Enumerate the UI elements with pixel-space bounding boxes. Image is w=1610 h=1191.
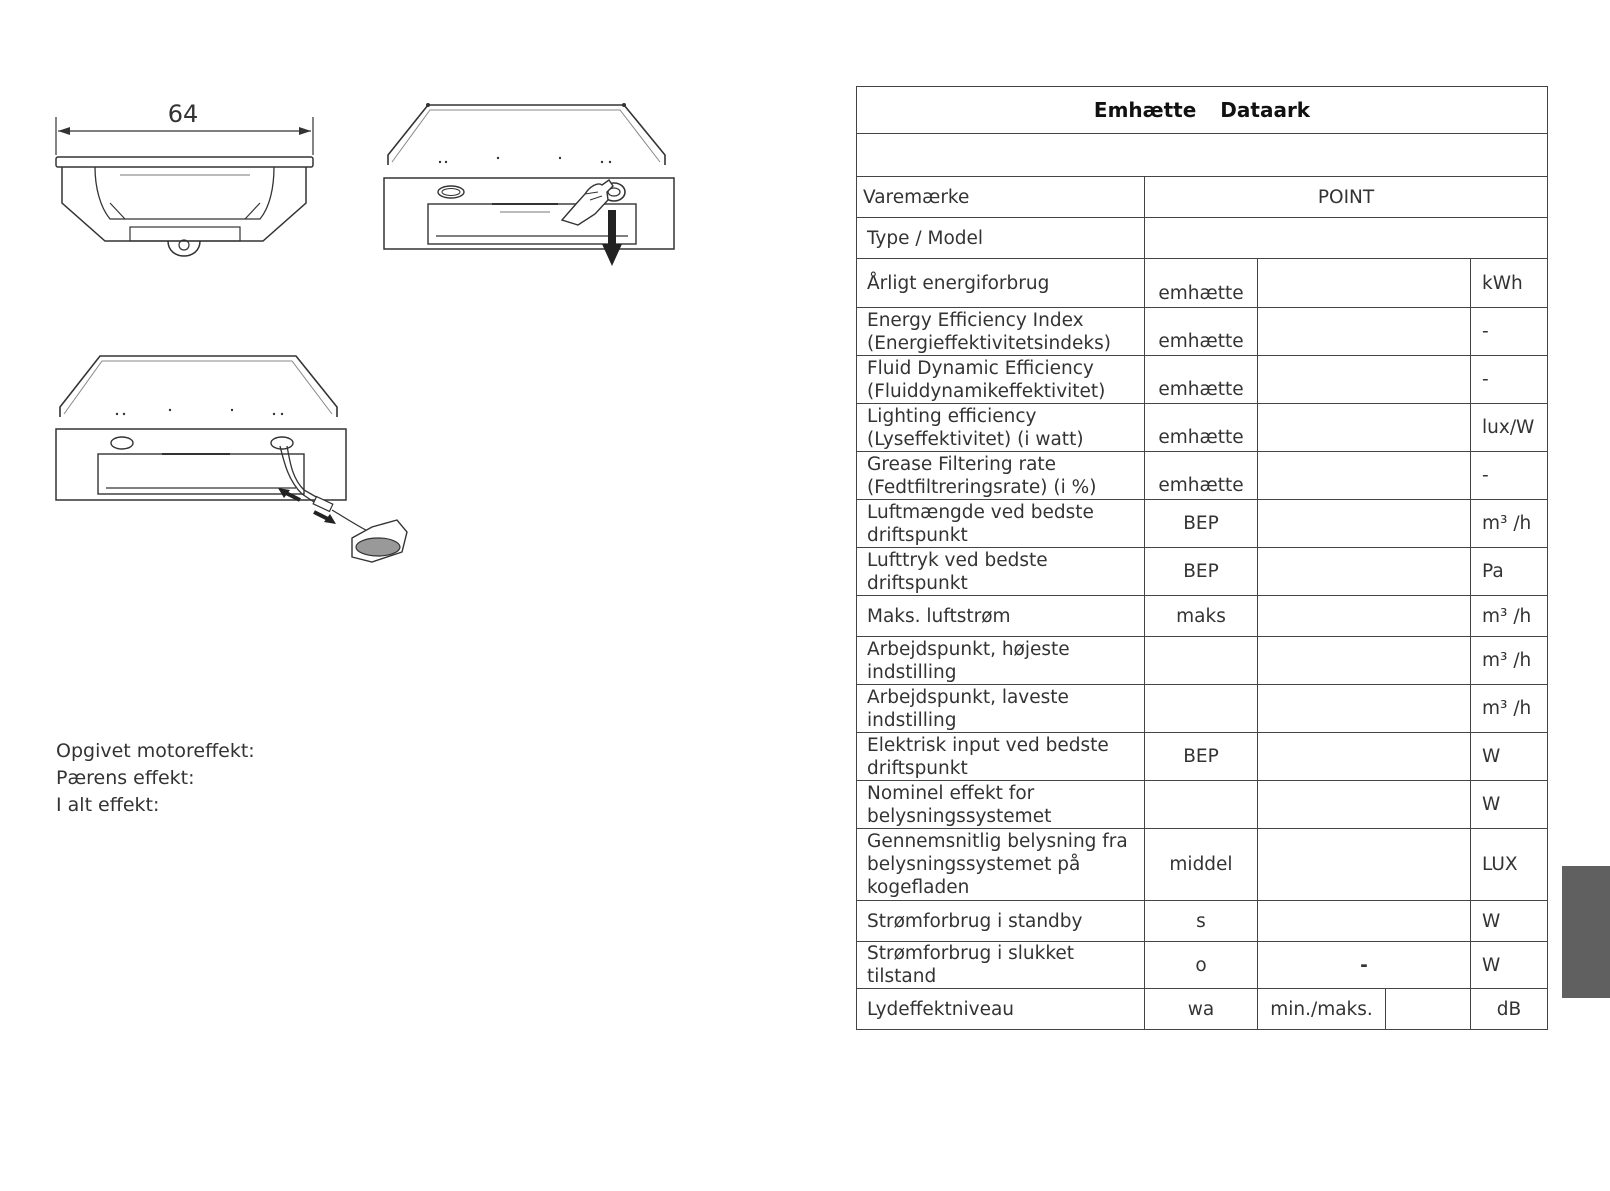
nominal-light-label: Nominel effekt for belysningssystemet <box>857 781 1145 829</box>
eei-unit: - <box>1471 308 1548 356</box>
standby-unit: W <box>1471 901 1548 942</box>
eei-sub: emhætte <box>1145 308 1258 356</box>
hood-lamp-wiring-figure <box>52 352 422 580</box>
wp-high-unit: m³ /h <box>1471 637 1548 685</box>
total-power-label: I alt effekt: <box>56 794 160 816</box>
le-unit: lux/W <box>1471 404 1548 452</box>
page-tab-marker <box>1562 866 1610 998</box>
title-right: Dataark <box>1220 98 1311 122</box>
title-row <box>857 87 1548 134</box>
table-row <box>857 685 1548 733</box>
motor-power-label: Opgivet motoreffekt: <box>56 740 255 762</box>
elec-bep-label: Elektrisk input ved bedste driftspunkt <box>857 733 1145 781</box>
le-sub: emhætte <box>1145 404 1258 452</box>
avg-light-sub: middel <box>1145 829 1258 901</box>
elec-bep-unit: W <box>1471 733 1548 781</box>
table-row <box>857 596 1548 637</box>
pressure-bep-label: Lufttryk ved bedste driftspunkt <box>857 548 1145 596</box>
eei-label: Energy Efficiency Index (Energieffektivitetsindeks) <box>857 308 1145 356</box>
gfr-unit: - <box>1471 452 1548 500</box>
datasheet-table <box>856 86 1548 1030</box>
table-row <box>857 781 1548 829</box>
table-row <box>857 548 1548 596</box>
table-row <box>857 404 1548 452</box>
energy-label: Årligt energiforbrug <box>857 259 1145 308</box>
hood-knob-figure <box>380 100 680 272</box>
airflow-bep-label: Luftmængde ved bedste driftspunkt <box>857 500 1145 548</box>
hood-dimension-figure <box>50 95 320 265</box>
table-row <box>857 452 1548 500</box>
noise-minmax: min./maks. <box>1258 989 1386 1030</box>
model-value <box>1145 218 1548 259</box>
standby-label: Strømforbrug i standby <box>857 901 1145 942</box>
avg-light-label: Gennemsnitlig belysning fra belysningssystemet på kogefladen <box>857 829 1145 901</box>
table-row <box>857 356 1548 404</box>
le-label: Lighting efficiency (Lyseffektivitet) (i watt) <box>857 404 1145 452</box>
table-row <box>857 829 1548 901</box>
table-row <box>857 901 1548 942</box>
avg-light-unit: LUX <box>1471 829 1548 901</box>
power-notes <box>56 738 255 819</box>
datasheet-title <box>857 87 1548 134</box>
off-value: - <box>1258 942 1471 989</box>
fde-sub: emhætte <box>1145 356 1258 404</box>
max-airflow-sub: maks <box>1145 596 1258 637</box>
wp-high-label: Arbejdspunkt, højeste indstilling <box>857 637 1145 685</box>
noise-label: Lydeffektniveau <box>857 989 1145 1030</box>
elec-bep-sub: BEP <box>1145 733 1258 781</box>
energy-unit: kWh <box>1471 259 1548 308</box>
pressure-bep-unit: Pa <box>1471 548 1548 596</box>
brand-label: Varemærke <box>857 177 1145 218</box>
fde-unit: - <box>1471 356 1548 404</box>
title-left: Emhætte <box>1093 98 1197 122</box>
table-row <box>857 500 1548 548</box>
off-unit: W <box>1471 942 1548 989</box>
dimension-label: 64 <box>167 100 199 128</box>
table-row <box>857 259 1548 308</box>
energy-value <box>1258 259 1471 308</box>
noise-unit: dB <box>1471 989 1548 1030</box>
fde-label: Fluid Dynamic Efficiency (Fluiddynamikeffektivitet) <box>857 356 1145 404</box>
table-row <box>857 733 1548 781</box>
table-row <box>857 989 1548 1030</box>
off-sub: o <box>1145 942 1258 989</box>
wp-low-label: Arbejdspunkt, laveste indstilling <box>857 685 1145 733</box>
brand-value: POINT <box>1145 177 1548 218</box>
off-label: Strømforbrug i slukket tilstand <box>857 942 1145 989</box>
max-airflow-label: Maks. luftstrøm <box>857 596 1145 637</box>
airflow-bep-unit: m³ /h <box>1471 500 1548 548</box>
standby-sub: s <box>1145 901 1258 942</box>
max-airflow-unit: m³ /h <box>1471 596 1548 637</box>
nominal-light-unit: W <box>1471 781 1548 829</box>
table-row <box>857 308 1548 356</box>
blank-row <box>857 134 1548 177</box>
gfr-label: Grease Filtering rate (Fedtfiltreringsrate) (i %) <box>857 452 1145 500</box>
wp-low-unit: m³ /h <box>1471 685 1548 733</box>
model-label: Type / Model <box>857 218 1145 259</box>
table-row <box>857 218 1548 259</box>
lamp-power-label: Pærens effekt: <box>56 767 195 789</box>
airflow-bep-sub: BEP <box>1145 500 1258 548</box>
energy-sub: emhætte <box>1145 259 1258 308</box>
noise-sub: wa <box>1145 989 1258 1030</box>
table-row <box>857 942 1548 989</box>
gfr-sub: emhætte <box>1145 452 1258 500</box>
table-row <box>857 637 1548 685</box>
table-row <box>857 177 1548 218</box>
pressure-bep-sub: BEP <box>1145 548 1258 596</box>
